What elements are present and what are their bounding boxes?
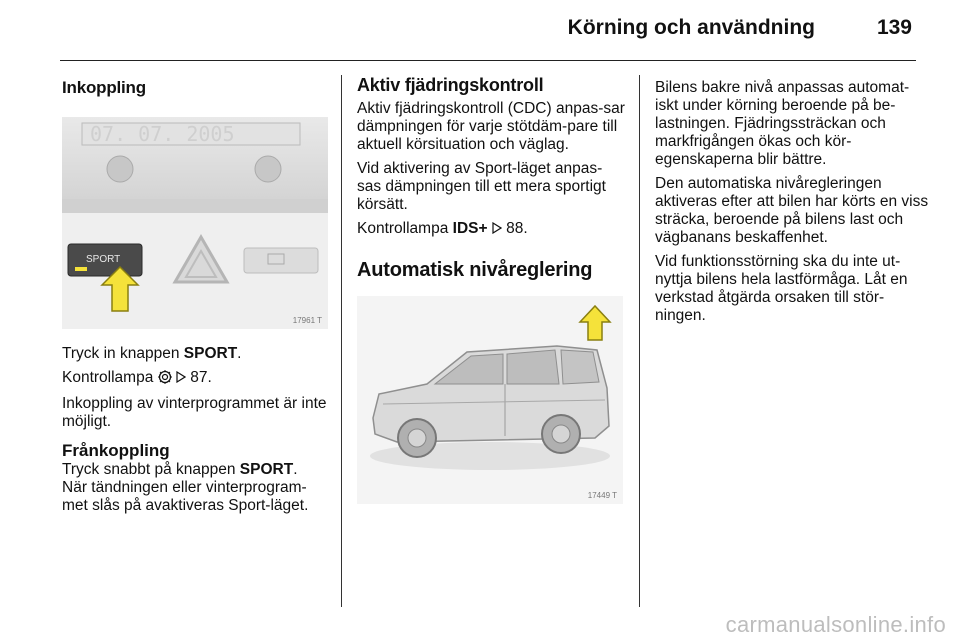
figure-code: 17961 T bbox=[292, 316, 322, 325]
column-1 bbox=[62, 72, 332, 515]
sport-keyword: SPORT bbox=[183, 345, 238, 362]
paragraph-rear-level: Bilens bakre nivå anpassas automat-iskt under körning beroende på be-lastningen. Fjädringssträckan och markfrigången ökas och kör-egenskaperna blir bättre. bbox=[655, 79, 910, 168]
text: . bbox=[237, 345, 242, 362]
column-2 bbox=[357, 72, 625, 504]
paragraph-control-lamp bbox=[62, 369, 332, 389]
column-divider-2 bbox=[639, 75, 640, 607]
dashboard-illustration bbox=[62, 117, 328, 329]
paragraph-press-sport bbox=[62, 345, 332, 363]
sport-button-label: SPORT bbox=[86, 254, 121, 265]
page-number: 139 bbox=[876, 16, 912, 39]
text: 87. bbox=[185, 369, 212, 386]
paragraph-activation: Den automatiska nivåregleringen aktiveras efter att bilen har körts en viss sträcka, beroende på bilens last och vägbanans beskaffenhet. bbox=[655, 175, 929, 246]
ids-keyword: IDS+ bbox=[452, 220, 488, 237]
paragraph-ignition-deactivates: När tändningen eller vinterprogram-met slås på avaktiveras Sport-läget. bbox=[62, 479, 309, 514]
sport-lamp-icon bbox=[158, 370, 172, 389]
column-3 bbox=[655, 79, 930, 325]
paragraph-ids-lamp bbox=[357, 220, 625, 239]
text: . bbox=[293, 461, 298, 478]
text: 88. bbox=[501, 220, 528, 237]
display-readout: 07. 07. 2005 bbox=[90, 122, 235, 146]
car-illustration bbox=[357, 296, 623, 504]
subheading-frankoppling: Frånkoppling bbox=[62, 441, 170, 460]
page-reference-arrow-icon bbox=[492, 221, 502, 239]
watermark: carmanualsonline.info bbox=[725, 612, 946, 637]
section-heading-aktiv-fjadringskontroll: Aktiv fjädringskontroll bbox=[357, 75, 544, 95]
header-title: Körning och användning bbox=[567, 16, 815, 39]
figure-code: 17449 T bbox=[587, 491, 617, 500]
paragraph-cdc: Aktiv fjädringskontroll (CDC) anpas-sar dämpningen för varje stötdäm-pare till aktuell körsituation och väglag. bbox=[357, 100, 625, 153]
header-rule bbox=[60, 60, 916, 61]
paragraph-malfunction: Vid funktionsstörning ska du inte ut-nyttja bilens hela lastförmåga. Låt en verkstad åtgärda orsaken till stör-ningen. bbox=[655, 253, 908, 324]
paragraph-press-briefly bbox=[62, 461, 332, 479]
page-reference-arrow-icon bbox=[176, 370, 186, 388]
text: Tryck snabbt på knappen bbox=[62, 461, 240, 478]
column-divider-1 bbox=[341, 75, 342, 607]
sport-indicator-led bbox=[75, 267, 87, 271]
text: Kontrollampa bbox=[357, 220, 453, 237]
text: Kontrollampa bbox=[62, 369, 158, 386]
sport-keyword: SPORT bbox=[239, 461, 294, 478]
text: Tryck in knappen bbox=[62, 345, 184, 362]
sport-button-figure bbox=[62, 117, 328, 329]
section-heading-automatisk-nivareglering: Automatisk nivåreglering bbox=[357, 259, 593, 281]
paragraph-winter-program: Inkoppling av vinterprogrammet är inte möjligt. bbox=[62, 395, 327, 430]
car-level-figure bbox=[357, 296, 623, 504]
paragraph-sport-damping: Vid aktivering av Sport-läget anpas-sas dämpningen till ett mera sportigt körsätt. bbox=[357, 160, 606, 213]
section-heading-inkoppling: Inkoppling bbox=[62, 78, 146, 97]
